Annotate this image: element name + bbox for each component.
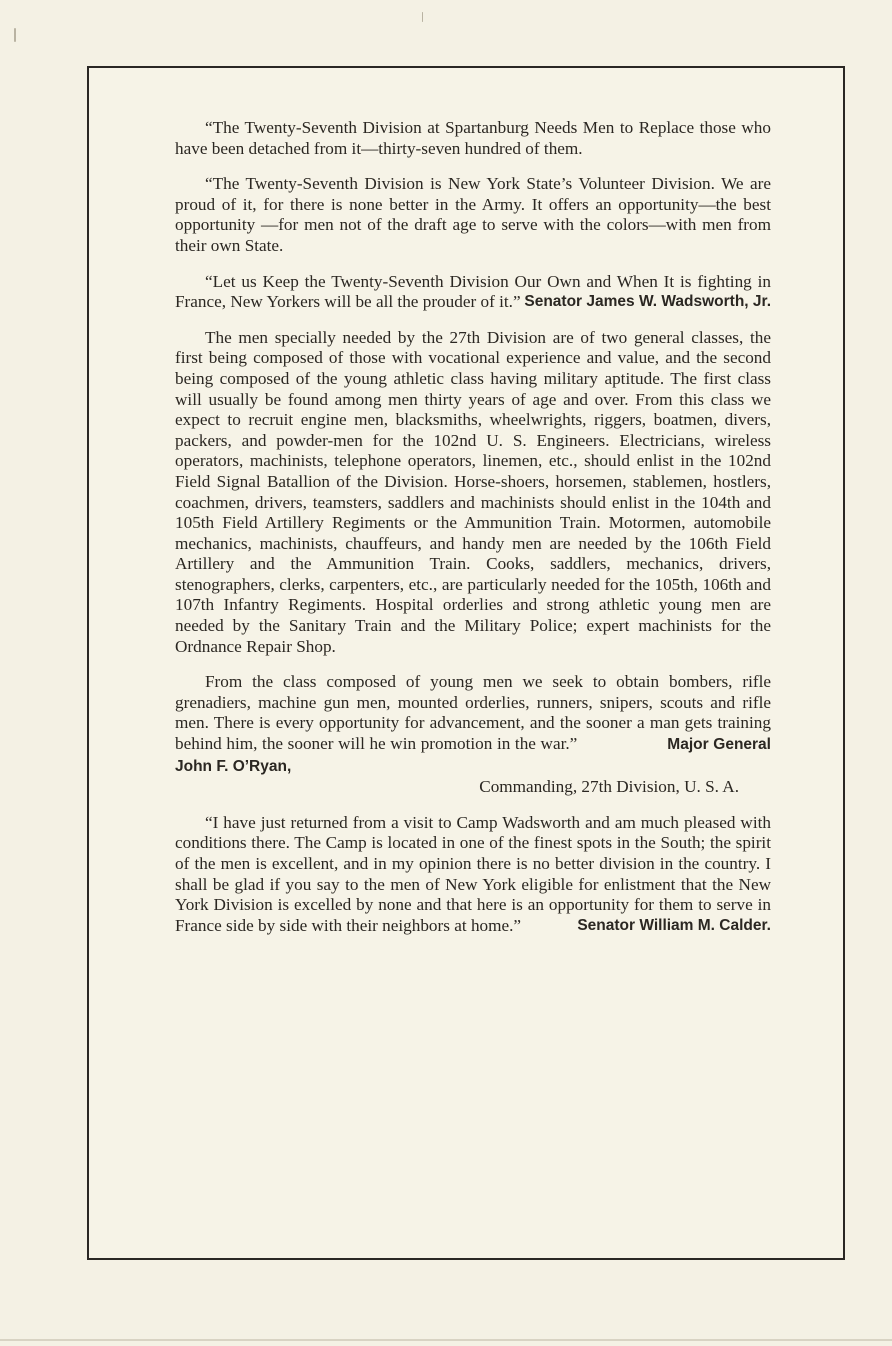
signature-wadsworth: Senator James W. Wadsworth, Jr. xyxy=(524,293,771,311)
paragraph-5 xyxy=(175,672,771,798)
paragraph-3-text: “Let us Keep the Twenty-Seventh Division Our Own and When It is fighting in France, New Yorkers will be all the prouder of it.” xyxy=(175,271,771,312)
signature-calder: Senator William M. Calder. xyxy=(577,916,771,934)
paragraph-2-text: “The Twenty-Seventh Division is New York State’s Volunteer Division. We are proud of it, for there is none better in the Army. It offers an opportunity—the best opportunity —for men not of the draft age to serve with the colors—with men from their own State. xyxy=(175,174,771,255)
page-content xyxy=(175,118,771,951)
page-bottom-edge xyxy=(0,1339,892,1341)
paragraph-1-text: “The Twenty-Seventh Division at Spartanburg Needs Men to Replace those who have been detached from it—thirty-seven hundred of them. xyxy=(175,118,771,158)
text-border-frame xyxy=(87,66,845,1260)
paragraph-3 xyxy=(175,272,771,313)
paragraph-4 xyxy=(175,328,771,658)
paper-mark xyxy=(422,12,423,22)
paragraph-5-text: From the class composed of young men we seek to obtain bombers, rifle grenadiers, machine gun men, mounted orderlies, runners, snipers, scouts and rifle men. There is every opportunity for advancement, and the sooner a man gets training behind him, the sooner will he win promotion in the war.” xyxy=(175,672,771,754)
signature-oryan: Major General John F. O’Ryan, xyxy=(175,736,771,775)
signature-oryan-title: Commanding, 27th Division, U. S. A. xyxy=(479,777,739,797)
paragraph-6-text: “I have just returned from a visit to Camp Wadsworth and am much pleased with conditions there. The Camp is located in one of the finest spots in the South; the spirit of the men is excellent, and in my opinion there is no better division in the country. I shall be glad if you say to the men of New York eligible for enlistment that the New York Division is excelled by none and that here is an opportunity for them to serve in France side by side with their neighbors at home.” xyxy=(175,812,771,935)
paragraph-2 xyxy=(175,174,771,256)
paper-mark xyxy=(14,28,16,42)
paragraph-6 xyxy=(175,813,771,937)
paragraph-4-text: The men specially needed by the 27th Division are of two general classes, the first being composed of those with vocational experience and value, and the second being composed of the young athletic class having military aptitude. The first class will usually be found among men thirty years of age and over. From this class we expect to recruit engine men, blacksmiths, wheelwrights, riggers, boatmen, divers, packers, and powder-men for the 102nd U. S. Engineers. Electricians, wireless operators, machinists, telephone operators, linemen, etc., should enlist in the 102nd Field Signal Batallion of the Division. Horse-shoers, horsemen, stablemen, hostlers, coachmen, drivers, teamsters, saddlers and machinists should enlist in the 104th and 105th Field Artillery Regiments or the Ammunition Train. Motormen, automobile mechanics, machinists, chauffeurs, and handy men are needed by the 106th Field Artillery and the Ammunition Train. Cooks, saddlers, mechanics, drivers, stenographers, clerks, carpenters, etc., are particularly needed for the 105th, 106th and 107th Infantry Regiments. Hospital orderlies and strong athletic young men are needed by the Sanitary Train and the Military Police; expert machinists for the Ordnance Repair Shop. xyxy=(175,327,771,656)
paragraph-1 xyxy=(175,118,771,159)
